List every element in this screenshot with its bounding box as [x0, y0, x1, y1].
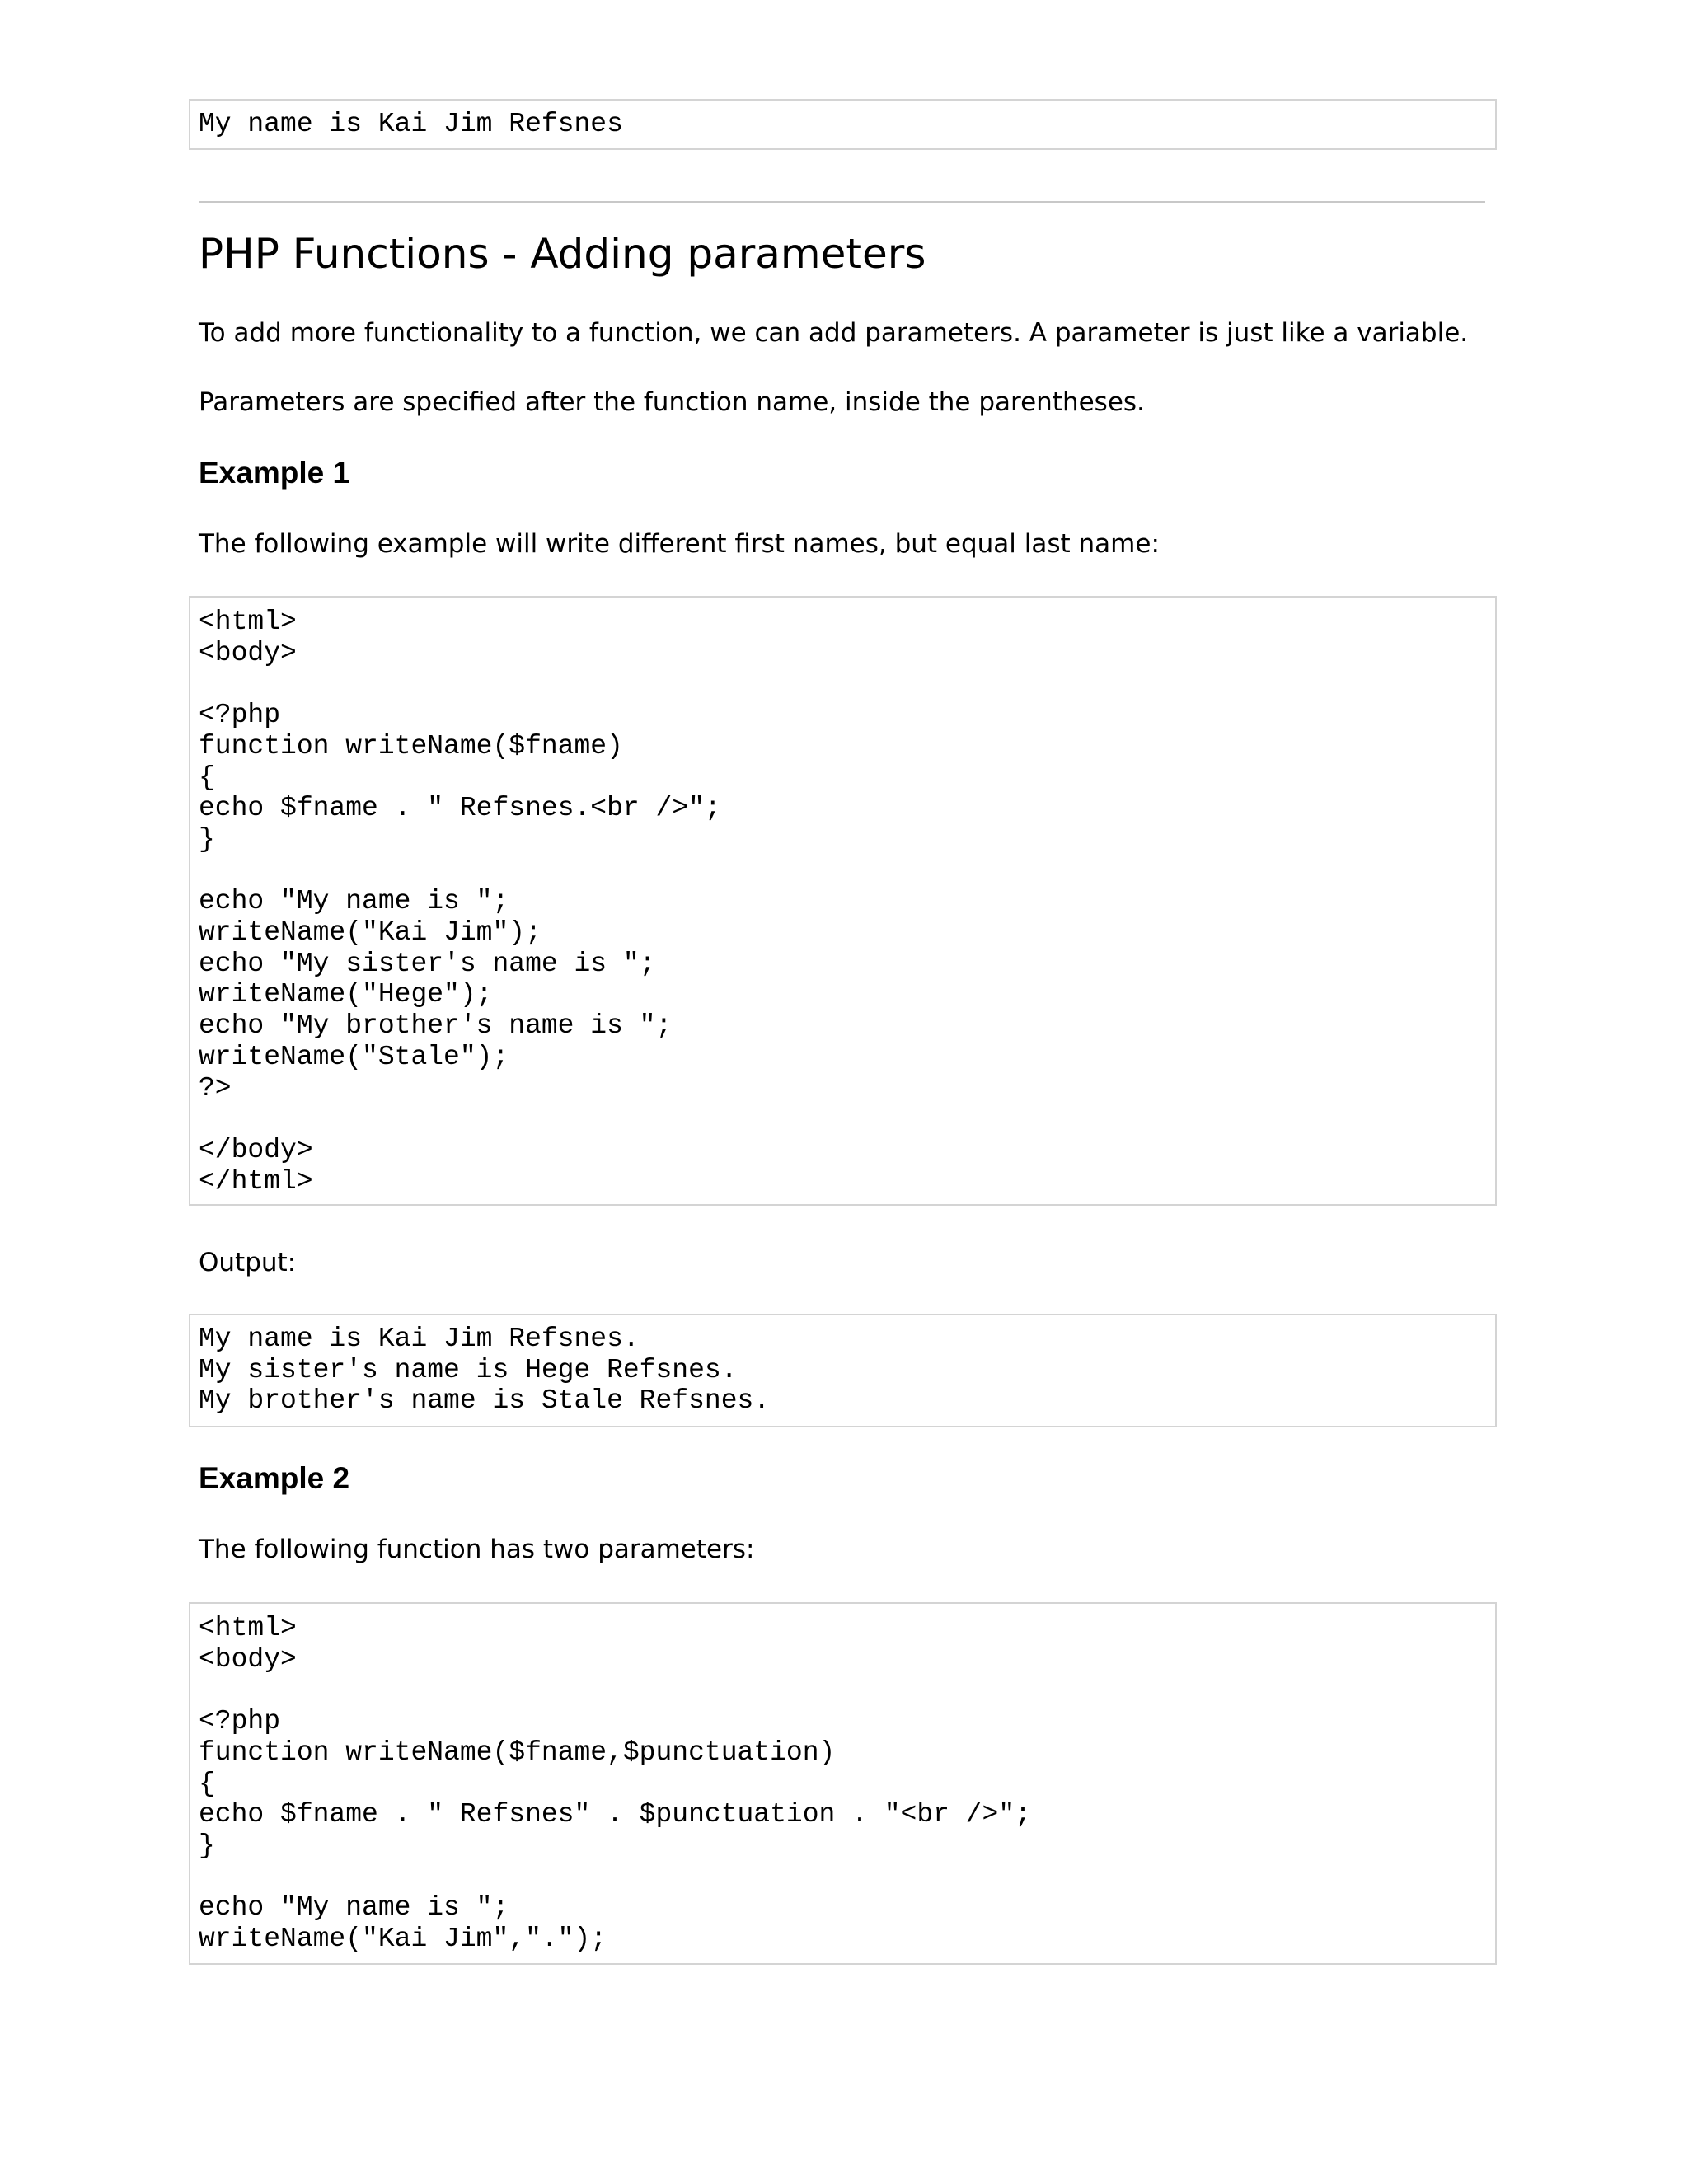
example2-description: The following function has two parameters: — [199, 1535, 755, 1564]
section-intro: To add more functionality to a function, we can add parameters. A parameter is just like a variable. — [199, 318, 1469, 348]
example1-output-box — [189, 1314, 1497, 1427]
section-divider — [199, 201, 1485, 203]
example1-output: My name is Kai Jim Refsnes. My sister's name is Hege Refsnes. My brother's name is Stale Refsnes. — [199, 1324, 771, 1417]
example2-code-box — [189, 1602, 1497, 1965]
example1-code: <html> <body> <?php function writeName($fname) { echo $fname . " Refsnes.<br />"; } echo "My name is "; writeName("Kai Jim"); echo "My sister's name is "; writeName("Hege"); echo "My brother's name is "; writeName("Stale"); ?> </body> </html> — [199, 607, 721, 1197]
example1-heading: Example 1 — [199, 456, 350, 490]
section-title: PHP Functions - Adding parameters — [199, 230, 926, 278]
example1-description: The following example will write different first names, but equal last name: — [199, 529, 1160, 559]
top-output-code: My name is Kai Jim Refsnes — [199, 109, 623, 139]
example1-output-label: Output: — [199, 1248, 297, 1277]
example1-code-box — [189, 596, 1497, 1206]
section-intro-2: Parameters are specified after the function name, inside the parentheses. — [199, 387, 1145, 417]
example2-code: <html> <body> <?php function writeName($fname,$punctuation) { echo $fname . " Refsnes" . $punctuation . "<br />"; } echo "My name is "; writeName("Kai Jim","."); — [199, 1613, 1031, 1955]
top-output-box — [189, 99, 1497, 150]
example2-heading: Example 2 — [199, 1461, 350, 1495]
